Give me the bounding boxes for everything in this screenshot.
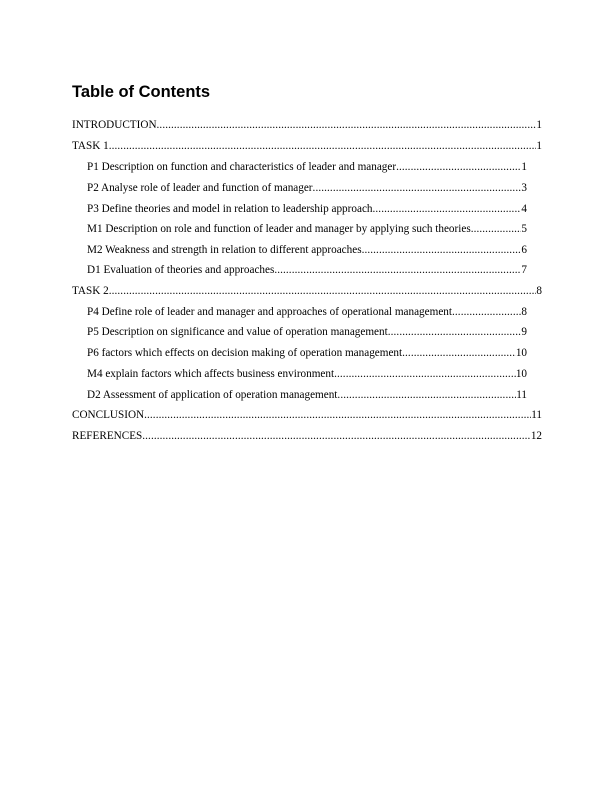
- toc-entry-label: P2 Analyse role of leader and function of manager: [87, 182, 313, 194]
- dot-leader: [452, 305, 521, 319]
- toc-page-number: 12: [530, 430, 542, 442]
- toc-page-number: 11: [531, 409, 542, 421]
- toc-entry-label: M1 Description on role and function of leader and manager by applying such theories: [87, 223, 471, 235]
- toc-entry-label: P6 factors which effects on decision making of operation management: [87, 347, 403, 359]
- toc-entry-label: M4 explain factors which affects business environment: [87, 368, 335, 380]
- dot-leader: [109, 284, 537, 298]
- toc-entry-p2[interactable]: [87, 181, 527, 195]
- dot-leader: [313, 181, 522, 195]
- toc-page-number: 9: [521, 326, 527, 338]
- dot-leader: [274, 263, 521, 277]
- toc-entry-p6[interactable]: [87, 346, 527, 360]
- toc-entry-introduction[interactable]: [72, 118, 542, 132]
- toc-entry-task-2[interactable]: [72, 284, 542, 298]
- toc-entry-d1[interactable]: [87, 263, 527, 277]
- toc-entry-p1[interactable]: [87, 160, 527, 174]
- toc-entry-label: P4 Define role of leader and manager and approaches of operational management: [87, 306, 452, 318]
- toc-page-number: 3: [521, 182, 527, 194]
- toc-entry-label: M2 Weakness and strength in relation to different approaches: [87, 244, 362, 256]
- toc-page-number: 1: [521, 161, 527, 173]
- dot-leader: [471, 222, 522, 236]
- toc-entry-m2[interactable]: [87, 243, 527, 257]
- toc-entry-d2[interactable]: [87, 388, 527, 402]
- toc-entry-label: P1 Description on function and characteristics of leader and manager: [87, 161, 397, 173]
- dot-leader: [337, 388, 516, 402]
- toc-page-number: 8: [521, 306, 527, 318]
- toc-page-number: 11: [516, 389, 527, 401]
- dot-leader: [402, 346, 516, 360]
- toc-entry-label: D2 Assessment of application of operation management: [87, 389, 338, 401]
- toc-page-number: 1: [536, 140, 542, 152]
- toc-page-number: 7: [521, 264, 527, 276]
- toc-entry-m4[interactable]: [87, 367, 527, 381]
- toc-entry-label: INTRODUCTION: [72, 119, 157, 131]
- toc-entry-label: P5 Description on significance and value of operation management: [87, 326, 388, 338]
- toc-page-number: 10: [515, 347, 527, 359]
- toc-page-number: 6: [521, 244, 527, 256]
- toc-entry-label: TASK 1: [72, 140, 109, 152]
- toc-entry-label: TASK 2: [72, 285, 109, 297]
- toc-entry-p5[interactable]: [87, 325, 527, 339]
- dot-leader: [334, 367, 516, 381]
- dot-leader: [373, 202, 522, 216]
- toc-entry-m1[interactable]: [87, 222, 527, 236]
- toc-page-number: 10: [515, 368, 527, 380]
- toc-entry-references[interactable]: [72, 429, 542, 443]
- toc-entry-label: P3 Define theories and model in relation to leadership approach: [87, 203, 373, 215]
- toc-page-number: 8: [536, 285, 542, 297]
- dot-leader: [388, 325, 522, 339]
- toc-entry-label: REFERENCES: [72, 430, 143, 442]
- toc-page-number: 1: [536, 119, 542, 131]
- dot-leader: [144, 408, 531, 422]
- dot-leader: [362, 243, 522, 257]
- toc-page-number: 5: [521, 223, 527, 235]
- toc-entry-task-1[interactable]: [72, 139, 542, 153]
- dot-leader: [142, 429, 531, 443]
- toc-entry-label: D1 Evaluation of theories and approaches: [87, 264, 275, 276]
- dot-leader: [157, 118, 537, 132]
- toc-entry-label: CONCLUSION: [72, 409, 145, 421]
- toc-entry-p4[interactable]: [87, 305, 527, 319]
- dot-leader: [396, 160, 521, 174]
- toc-page-number: 4: [521, 203, 527, 215]
- toc-entry-p3[interactable]: [87, 202, 527, 216]
- dot-leader: [109, 139, 537, 153]
- toc-title: Table of Contents: [72, 83, 211, 101]
- toc-entry-conclusion[interactable]: [72, 408, 542, 422]
